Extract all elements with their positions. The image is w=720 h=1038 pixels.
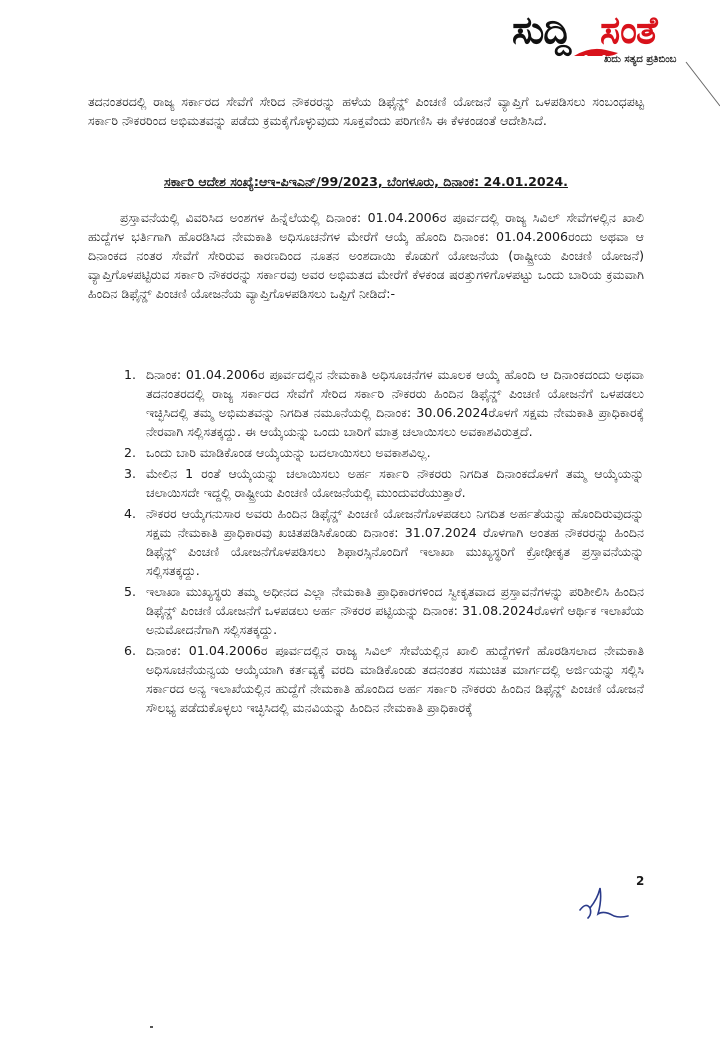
conditions-list: [124, 365, 644, 719]
list-item-number: 2.: [124, 445, 137, 460]
logo-name-part1: ಸುದ್ದಿ: [512, 8, 571, 52]
list-item-text: ಇಲಾಖಾ ಮುಖ್ಯಸ್ಥರು ತಮ್ಮ ಅಧೀನದ ಎಲ್ಲಾ ನೇಮಕಾತಿ ಪ್ರಾಧಿಕಾರಗಳಿಂದ ಸ್ವೀಕೃತವಾದ ಪ್ರಸ್ತಾವನೆಗಳನ್ನು ಪರಿಶೀಲಿಸಿ ಹಿಂದಿನ ಡಿಫೈನ್ಡ್ ಪಿಂಚಣಿ ಯೋಜನೆಗೆ ಒಳಪಡಲು ಅರ್ಹ ನೌಕರರ ಪಟ್ಟಿಯನ್ನು ದಿನಾಂಕ: 31.08.2024ರೊಳಗೆ ಆರ್ಥಿಕ ಇಲಾಖೆಯ ಅನುಮೋದನೆಗಾಗಿ ಸಲ್ಲಿಸತಕ್ಕದ್ದು.: [146, 584, 644, 637]
list-item: [124, 504, 644, 580]
logo-tagline: ಖದು ಸತ್ಯದ ಪ್ರತಿಬಿಂಬ: [604, 54, 677, 65]
list-item-number: 5.: [124, 584, 137, 599]
order-number-line: ಸರ್ಕಾರಿ ಆದೇಶ ಸಂಖ್ಯೆ:ಆಇ-ಪಿಇಎನ್/99/2023, ಬೆಂಗಳೂರು, ದಿನಾಂಕ: 24.01.2024.: [164, 174, 568, 189]
paragraph-intro: ತದನಂತರದಲ್ಲಿ ರಾಜ್ಯ ಸರ್ಕಾರದ ಸೇವೆಗೆ ಸೇರಿದ ನೌಕರರನ್ನು ಹಳೆಯ ಡಿಫೈನ್ಡ್ ಪಿಂಚಣಿ ಯೋಜನೆ ವ್ಯಾಪ್ತಿಗೆ ಒಳಪಡಿಸಲು ಸಂಬಂಧಪಟ್ಟ ಸರ್ಕಾರಿ ನೌಕರರಿಂದ ಅಭಿಮತವನ್ನು ಪಡೆದು ಕ್ರಮಕೈಗೊಳ್ಳುವುದು ಸೂಕ್ತವೆಂದು ಪರಿಗಣಿಸಿ ಈ ಕೆಳಕಂಡಂತೆ ಆದೇಶಿಸಿದೆ.: [88, 94, 644, 128]
list-item: [124, 582, 644, 639]
logo-name-part2: ಸಂತೆ: [600, 8, 657, 52]
margin-mark: [150, 1026, 153, 1028]
list-item: [124, 464, 644, 502]
list-item: [124, 443, 644, 462]
list-item-text: ಒಂದು ಬಾರಿ ಮಾಡಿಕೊಂಡ ಆಯ್ಕೆಯನ್ನು ಬದಲಾಯಿಸಲು ಅವಕಾಶವಿಲ್ಲ.: [146, 445, 431, 460]
list-item-text: ನೌಕರರ ಆಯ್ಕೆಗನುಸಾರ ಅವರು ಹಿಂದಿನ ಡಿಫೈನ್ಡ್ ಪಿಂಚಣಿ ಯೋಜನೆಗೊಳಪಡಲು ನಿಗದಿತ ಅರ್ಹತೆಯನ್ನು ಹೊಂದಿರುವುದನ್ನು ಸಕ್ಷಮ ನೇಮಕಾತಿ ಪ್ರಾಧಿಕಾರವು ಖಚಿತಪಡಿಸಿಕೊಂಡು ದಿನಾಂಕ: 31.07.2024 ರೊಳಗಾಗಿ ಅಂತಹ ನೌಕರರನ್ನು ಹಿಂದಿನ ಡಿಫೈನ್ಡ್ ಪಿಂಚಣಿ ಯೋಜನೆಗೊಳಪಡಿಸಲು ಶಿಫಾರಸ್ಸಿನೊಂದಿಗೆ ಇಲಾಖಾ ಮುಖ್ಯಸ್ಥರಿಗೆ ಕ್ರೋಢೀಕೃತ ಪ್ರಸ್ತಾವನೆಯನ್ನು ಸಲ್ಲಿಸತಕ್ಕದ್ದು.: [146, 506, 644, 578]
list-item-text: ಮೇಲಿನ 1 ರಂತೆ ಆಯ್ಕೆಯನ್ನು ಚಲಾಯಿಸಲು ಅರ್ಹ ಸರ್ಕಾರಿ ನೌಕರರು ನಿಗದಿತ ದಿನಾಂಕದೊಳಗೆ ತಮ್ಮ ಆಯ್ಕೆಯನ್ನು ಚಲಾಯಿಸದೇ ಇದ್ದಲ್ಲಿ ರಾಷ್ಟ್ರೀಯ ಪಿಂಚಣಿ ಯೋಜನೆಯಲ್ಲಿ ಮುಂದುವರೆಯುತ್ತಾರೆ.: [146, 466, 644, 500]
list-item-number: 1.: [124, 367, 137, 382]
list-item-number: 4.: [124, 506, 137, 521]
list-item-text: ದಿನಾಂಕ: 01.04.2006ರ ಪೂರ್ವದಲ್ಲಿನ ರಾಜ್ಯ ಸಿವಿಲ್ ಸೇವೆಯಲ್ಲಿನ ಖಾಲಿ ಹುದ್ದೆಗಳಿಗೆ ಹೊರಡಿಸಲಾದ ನೇಮಕಾತಿ ಅಧಿಸೂಚನೆಯನ್ವಯ ಆಯ್ಕೆಯಾಗಿ ಕರ್ತವ್ಯಕ್ಕೆ ವರದಿ ಮಾಡಿಕೊಂಡು ತದನಂತರ ಸಮುಚಿತ ಮಾರ್ಗದಲ್ಲಿ ಅರ್ಜಿಯನ್ನು ಸಲ್ಲಿಸಿ ಸರ್ಕಾರದ ಅನ್ಯ ಇಲಾಖೆಯಲ್ಲಿನ ಹುದ್ದೆಗೆ ನೇಮಕಾತಿ ಹೊಂದಿದ ಅರ್ಹ ಸರ್ಕಾರಿ ನೌಕರರು ಹಿಂದಿನ ಡಿಫೈನ್ಡ್ ಪಿಂಚಣಿ ಯೋಜನೆ ಸೌಲಭ್ಯ ಪಡೆದುಕೊಳ್ಳಲು ಇಚ್ಛಿಸಿದಲ್ಲಿ ಮನವಿಯನ್ನು ಹಿಂದಿನ ನೇಮಕಾತಿ ಪ್ರಾಧಿಕಾರಕ್ಕೆ: [146, 643, 644, 715]
logo: [512, 6, 712, 76]
page-number: 2: [636, 874, 645, 888]
list-item-text: ದಿನಾಂಕ: 01.04.2006ರ ಪೂರ್ವದಲ್ಲಿನ ನೇಮಕಾತಿ ಅಧಿಸೂಚನೆಗಳ ಮೂಲಕ ಆಯ್ಕೆ ಹೊಂದಿ ಆ ದಿನಾಂಕದಂದು ಅಥವಾ ತದನಂತರದಲ್ಲಿ ರಾಜ್ಯ ಸರ್ಕಾರದ ಸೇವೆಗೆ ಸೇರಿದ ಸರ್ಕಾರಿ ನೌಕರರು ಹಿಂದಿನ ಡಿಫೈನ್ಡ್ ಪಿಂಚಣಿ ಯೋಜನೆಗೆ ಒಳಪಡಲು ಇಚ್ಛಿಸಿದಲ್ಲಿ ತಮ್ಮ ಅಭಿಮತವನ್ನು ನಿಗದಿತ ನಮೂನೆಯಲ್ಲಿ ದಿನಾಂಕ: 30.06.2024ರೊಳಗೆ ಸಕ್ಷಮ ನೇಮಕಾತಿ ಪ್ರಾಧಿಕಾರಕ್ಕೆ ನೇರವಾಗಿ ಸಲ್ಲಿಸತಕ್ಕದ್ದು. ಈ ಆಯ್ಕೆಯನ್ನು ಒಂದು ಬಾರಿಗೆ ಮಾತ್ರ ಚಲಾಯಿಸಲು ಅವಕಾಶವಿರುತ್ತದೆ.: [146, 367, 644, 439]
paragraph-order-body: ಪ್ರಸ್ತಾವನೆಯಲ್ಲಿ ವಿವರಿಸಿದ ಅಂಶಗಳ ಹಿನ್ನೆಲೆಯಲ್ಲಿ ದಿನಾಂಕ: 01.04.2006ರ ಪೂರ್ವದಲ್ಲಿ ರಾಜ್ಯ ಸಿವಿಲ್ ಸೇವೆಗಳಲ್ಲಿನ ಖಾಲಿ ಹುದ್ದೆಗಳ ಭರ್ತಿಗಾಗಿ ಹೊರಡಿಸಿದ ನೇಮಕಾತಿ ಅಧಿಸೂಚನೆಗಳ ಮೇರೆಗೆ ಆಯ್ಕೆ ಹೊಂದಿ ದಿನಾಂಕ: 01.04.2006ರಂದು ಅಥವಾ ಆ ದಿನಾಂಕದ ನಂತರ ಸೇವೆಗೆ ಸೇರಿರುವ ಕಾರಣದಿಂದ ನೂತನ ಅಂಶದಾಯಿ ಕೊಡುಗೆ ಯೋಜನೆಯ (ರಾಷ್ಟ್ರೀಯ ಪಿಂಚಣಿ ಯೋಜನೆ) ವ್ಯಾಪ್ತಿಗೊಳಪಟ್ಟಿರುವ ಸರ್ಕಾರಿ ನೌಕರರನ್ನು ಸರ್ಕಾರವು ಅವರ ಅಭಿಮತದ ಮೇರೆಗೆ ಕೆಳಕಂಡ ಷರತ್ತುಗಳಿಗೊಳಪಟ್ಟು ಒಂದು ಬಾರಿಯ ಕ್ರಮವಾಗಿ ಹಿಂದಿನ ಡಿಫೈನ್ಡ್ ಪಿಂಚಣಿ ಯೋಜನೆಯ ವ್ಯಾಪ್ತಿಗೊಳಪಡಿಸಲು ಒಪ್ಪಿಗೆ ನೀಡಿದೆ:-: [88, 210, 644, 301]
corner-line: [684, 60, 720, 110]
list-item-number: 6.: [124, 643, 137, 658]
list-item: [124, 641, 644, 717]
list-item-number: 3.: [124, 466, 137, 481]
list-item: [124, 365, 644, 441]
signature-mark: [572, 880, 632, 930]
